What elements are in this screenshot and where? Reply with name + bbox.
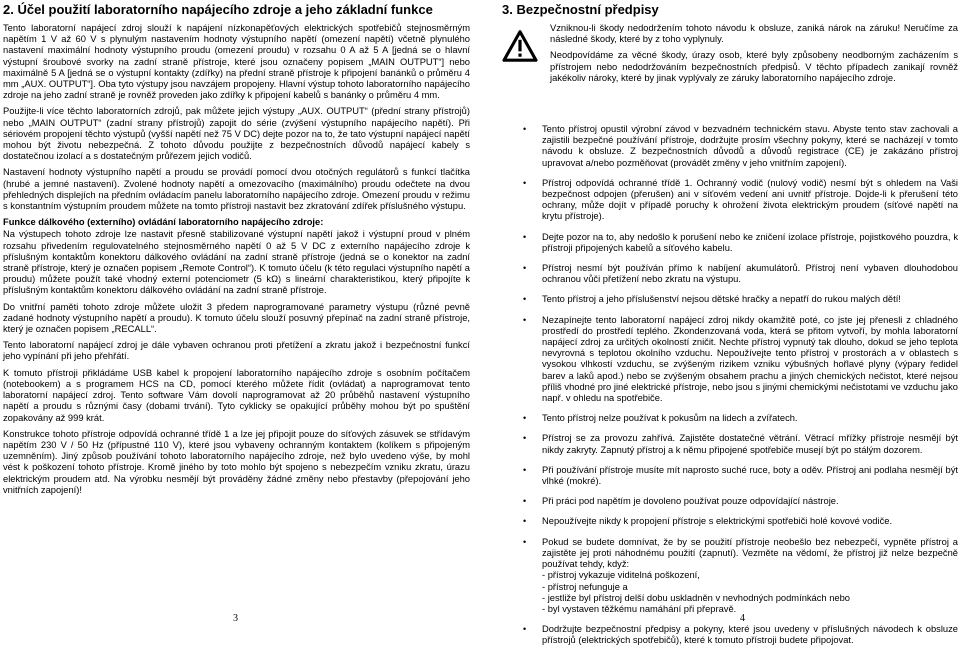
section-title-safety: 3. Bezpečnostní předpisy <box>502 2 659 17</box>
list-item: • Dodržujte bezpečnostní předpisy a pokyny, které jsou uvedeny v příslušných návodech k obsluze přístrojů (elektrických spotřebičů), které k tomuto přístroji budete připojovat. <box>523 624 958 646</box>
subheading-remote: Funkce dálkového (externího) ovládání laboratorního napájecího zdroje: <box>3 217 324 228</box>
list-item: • Při používání přístroje musíte mít naprosto suché ruce, boty a oděv. Přístroj ani podlaha nesmějí být vlhké (mokré). <box>523 464 958 487</box>
bullet-icon: • <box>523 294 527 305</box>
page-number-right: 4 <box>740 613 745 624</box>
bullet-icon: • <box>523 433 527 444</box>
list-item: • Dejte pozor na to, aby nedošlo k porušení nebo ke zničení izolace přístroje, pojistkového pouzdra, k přístroji připojených kabelů a síťového kabelu. <box>523 231 958 253</box>
paragraph-construction: Konstrukce tohoto přístroje odpovídá ochranné třídě 1 a lze jej připojit pouze do síťových zásuvek se střídavým napětím 230 V / 50 Hz (přípustné 110 V), které jsou vybaveny ochranným kontaktem (kolíkem s připojeným uzemněním). Jiný způsob používání tohoto laboratorního napájecího zdroje, než bylo uvedeno výše, by mohl vést k poškození tohoto přístroje. Kromě jiného by toto mohlo být spojeno s nebezpečím vzniku zkratu, úrazu elektrickým proudem atd. Na výrobku nesmějí být prováděny žádné změny nebo přestavby (přepojování jeho vnitřních zapojení)! <box>3 428 470 495</box>
paragraph-settings: Nastavení hodnoty výstupního napětí a proudu se provádí pomocí dvou otočných regulátorů s funkcí tlačítka (hrubé a jemné nastavení). Zvolené hodnoty napětí a omezovacího (maximálního) proudu odečtete na dvou přehledných displejích na předním ovládacím panelu laboratorního napájecího zdroje. Omezení proudu v režimu s konstantním výstupním proudem můžete na tomto přístroji nastavit bez zkratování zdířek příslušného výstupu. <box>3 167 470 212</box>
list-item: • Přístroj odpovídá ochranné třídě 1. Ochranný vodič (nulový vodič) nesmí být s ohledem na Vaši bezpečnost odpojen (přerušen) ani v síťovém vedení ani uvnitř přístroje. Dojde-li k přerušení této ochrany, může dojít v případě poruchy k ohrožení života elektrickým proudem (síťové napětí na krytu přístroje). <box>523 177 958 222</box>
list-item: • Přístroj nesmí být používán přímo k nabíjení akumulátorů. Přístroj není vybaven dlouhodobou ochranou vůči přetížení nebo zkratu na výstupu. <box>523 263 958 285</box>
sub-item: - byl vystaven těžkému namáhání při přepravě. <box>542 603 737 614</box>
paragraph-protection: Tento laboratorní napájecí zdroj je dále vybaven ochranou proti přetížení a zkratu jakož i bezpečnostní funkcí jeho vypínání při jeho přehřátí. <box>3 340 470 362</box>
warning-block <box>502 23 958 123</box>
warning-liability: Neodpovídáme za věcné škody, úrazy osob, které byly způsobeny neodborným zacházením s přístrojem nebo nedodržováním bezpečnostních předpisů. V těchto případech zanikají rovněž jakékoliv nároky, které by jinak vyplývaly ze záruky laboratorního napájecího zdroje. <box>550 50 958 83</box>
paragraph-usb: K tomuto přístroji přikládáme USB kabel k propojení laboratorního napájecího zdroje s osobním počítačem (notebookem) a s programem HCS na CD, pomocí kterého můžete řídit (ovládat) a naprogramovat tento laboratorní napájecí zdroj. Tento software Vám dovolí naprogramovat až 20 průběhů nastavení výstupního napětí a proudu s různými časy (dobami trvání). Tyto cyklicky se opakující průběhy mohou být po spuštění zopakovány až 999 krát. <box>3 367 470 423</box>
list-item: • Při práci pod napětím je dovoleno používat pouze odpovídající nástroje. <box>523 496 839 507</box>
paragraph-memory: Do vnitřní paměti tohoto zdroje můžete uložit 3 předem naprogramované parametry výstupu (různé pevně zadané hodnoty výstupního napětí a proudu). K tomuto účelu slouží posuvný přepínač na zadní straně přístroje, který je označen popisem „RECALL“. <box>3 301 470 335</box>
warning-warranty: Vzniknou-li škody nedodržením tohoto návodu k obsluze, zaniká nárok na záruku! Neručíme za následné škody, které by z toho vyplynuly. <box>550 23 958 45</box>
paragraph-intro: Tento laboratorní napájecí zdroj slouží k napájení nízkonapěťových elektrických spotřebičů stejnosměrným napětím 1 V až 60 V s plynulým nastavením hodnoty výstupního napětí (omezení napětí) včetně plynulého nastavení maximální hodnoty výstupního proudu (omezení proudu) v rozsahu 0 A až 5 A [jedná se o hlavní výstupní šroubové svorky na zadní straně přístroje, které jsou označeny popisem „MAIN OUTPUT“] nebo maximálně 5 A [jedná se o výstupní kontakty (zdířky) na přední straně přístroje k připojení banánků o průměru 4 mm „AUX. OUTPUT“]. Oba tyto výstupy jsou navzájem propojeny. Hlavní výstup tohoto laboratorního napájecího zdroje na jeho zadní straně je rovněž proveden jako zdířky k připojení kabelů s banánky o průměru 4 mm. <box>3 23 470 101</box>
list-item: • Pokud se budete domnívat, že by se použití přístroje neobešlo bez nebezpečí, vypněte přístroj a zajistěte jej proti náhodnému použití (zapnutí). Vezměte na vědomí, že přístroj již nelze bezpečně používat tehdy, když: - přístroj vykazuje viditelná poškození, - přístroj nefunguje a - jestliže byl přístroj delší dobu uskladněn v nevhodných podmínkách nebo - byl vystaven těžkému namáhání při přepravě. <box>523 536 958 614</box>
bullet-icon: • <box>523 496 527 507</box>
list-item: • Tento přístroj nelze používat k pokusům na lidech a zvířatech. <box>523 413 798 424</box>
paragraph-series: Použijte-li více těchto laboratorních zdrojů, pak můžete jejich výstupy „AUX. OUTPUT“ (přední strany přístrojů) nebo „MAIN OUTPUT“ (zadní strany přístrojů) zapojit do série (zvýšení výstupního napájecího napětí). Při sériovém propojení těchto výstupů (vyšší napětí než 75 V DC) dejte pozor na to, že tato výstupní napájecí napětí mohou být životu nebezpečná. Z tohoto důvodu použijte z bezpečnostních důvodů napájecí kabely s dostatečnou izolací a s dostatečným průřezem jejich vodičů. <box>3 106 470 162</box>
sub-item: - jestliže byl přístroj delší dobu uskladněn v nevhodných podmínkách nebo <box>542 592 851 603</box>
bullet-icon: • <box>523 464 527 475</box>
warning-triangle-icon <box>502 30 538 62</box>
bullet-icon: • <box>523 536 527 547</box>
bullet-icon: • <box>523 263 527 274</box>
paragraph-remote: Na výstupech tohoto zdroje lze nastavit přesně stabilizované výstupní napětí jakož i výstupní proud v plném rozsahu přivedením regulovatelného stejnosměrného napětí 0 až 5 V DC z externího napájecího zdroje k příslušným kontaktům konektoru dálkového ovládání na zadní straně přístroje (jedná se o konektor na zadní straně přístroje, který je označen popisem „Remote Control“). K tomuto účelu (k této regulaci výstupního napětí a proudu) můžete použít také vhodný externí potenciometr (5 kΩ) s lineární charakteristikou, který připojíte k příslušným kontaktům konektoru dálkového ovládání na zadní straně přístroje. <box>3 229 470 296</box>
section-title-purpose: 2. Účel použití laboratorního napájecího zdroje a jeho základní funkce <box>3 2 433 17</box>
list-item: • Přístroj se za provozu zahřívá. Zajistěte dostatečné větrání. Větrací mřížky přístroje nesmějí být nikdy zakryty. Zapnutý přístroj a k němu připojené spotřebiče musejí být po stálým dozorem. <box>523 433 958 455</box>
list-item: • Tento přístroj a jeho příslušenství nejsou dětské hračky a nepatří do rukou malých dětí! <box>523 294 901 305</box>
list-item: • Nezapínejte tento laboratorní napájecí zdroj nikdy okamžitě poté, co jste jej přenesli z chladného prostředí do prostředí teplého. Zkondenzovaná voda, která se přitom vytvoří, by mohla laboratorní napájecí zdroj za určitých okolností zničit. Nechte přístroj vypnutý tak dlouho, dokud se jeho teplota nevyrovná s teplotou okolního vzduchu. Nepoužívejte tento přístroj v prostorách a v oblastech s vysokou vlhkostí vzduchu, se zvýšeným rizikem vzniku výbušných hořlavé plyny (výpary ředidel barev a laků apod.) nebo se zvýšeným obsahem prachu a jiných chemických nečistot, které nejsou příliš vhodné pro jiné elektrické přístroje, nebo jsou s jinými chemickými nečistotami ve vzduchu jako např. v ohledu na spotřebiče. <box>523 314 958 404</box>
bullet-icon: • <box>523 413 527 424</box>
list-item: • Nepoužívejte nikdy k propojení přístroje s elektrickými spotřebiči holé kovové vodiče. <box>523 516 893 527</box>
page-number-left: 3 <box>233 613 238 624</box>
left-page <box>3 0 470 501</box>
bullet-icon: • <box>523 231 527 242</box>
list-item: • Tento přístroj opustil výrobní závod v bezvadném technickém stavu. Abyste tento stav zachovali a zajistili bezpečné používání přístroje, dodržujte prosím všechny pokyny, které se nacházejí v tomto návodu k obsluze. Z bezpečnostních důvodů a důvodů registrace (CE) je zakázáno přístroj upravovat a/nebo pozměňovat (provádět změny v jeho vnitřním zapojení). <box>523 124 958 168</box>
right-page <box>502 0 958 656</box>
bullet-icon: • <box>523 124 527 134</box>
sub-item: - přístroj nefunguje a <box>542 581 628 592</box>
safety-list <box>502 124 958 647</box>
bullet-icon: • <box>523 624 527 635</box>
bullet-icon: • <box>523 177 527 188</box>
bullet-icon: • <box>523 516 527 527</box>
sub-item: - přístroj vykazuje viditelná poškození, <box>542 570 700 581</box>
bullet-icon: • <box>523 314 527 325</box>
